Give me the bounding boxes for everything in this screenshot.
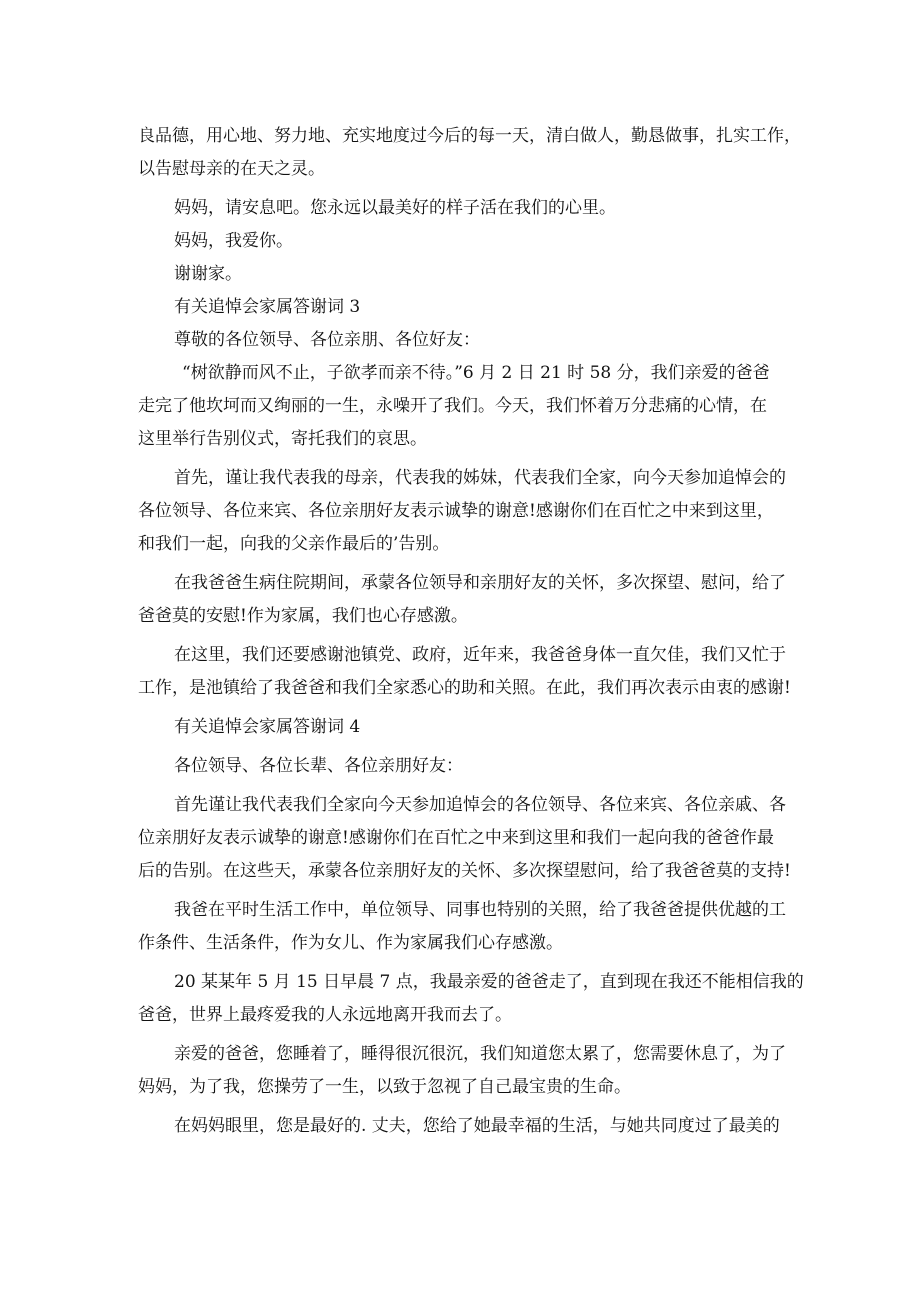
- text-line: 后的告别。在这些天，承蒙各位亲朋好友的关怀、多次探望慰问，给了我爸爸莫的支持!: [138, 861, 791, 881]
- text-line: 有关追悼会家属答谢词 3: [174, 297, 361, 317]
- text-line: 爸爸莫的安慰!作为家属，我们也心存感激。: [138, 606, 468, 626]
- salutation: [138, 324, 786, 357]
- text-line: 在我爸爸生病住院期间，承蒙各位领导和亲朋好友的关怀，多次探望、慰问，给了: [174, 573, 786, 593]
- text-line: 妈妈，为了我，您操劳了一生，以致于忽视了自己最宝贵的生命。: [138, 1077, 631, 1097]
- paragraph: [138, 966, 804, 1032]
- paragraph: [138, 789, 791, 888]
- section-heading: [138, 291, 786, 324]
- paragraph: [138, 894, 786, 960]
- paragraph: [138, 192, 786, 225]
- paragraph: [138, 225, 786, 258]
- text-line: 良品德，用心地、努力地、充实地度过今后的每一天，清白做人，勤恳做事，扎实工作，: [138, 126, 801, 146]
- salutation: [138, 750, 786, 783]
- text-line: 妈妈，我爱你。: [174, 231, 293, 251]
- text-line: 我爸在平时生活工作中，单位领导、同事也特别的关照，给了我爸爸提供优越的工: [174, 900, 786, 920]
- document-page: [138, 120, 804, 1143]
- text-line: 和我们一起，向我的父亲作最后的’告别。: [138, 534, 450, 554]
- text-line: 20 某某年 5 月 15 日早晨 7 点，我最亲爱的爸爸走了，直到现在我还不能相信我的: [174, 972, 804, 992]
- text-line: 各位领导、各位来宾、各位亲朋好友表示诚挚的谢意!感谢你们在百忙之中来到这里，: [138, 501, 774, 521]
- paragraph: [138, 357, 786, 456]
- text-line: 首先谨让我代表我们全家向今天参加追悼会的各位领导、各位来宾、各位亲戚、各: [174, 795, 786, 815]
- text-line: 这里举行告别仪式，寄托我们的哀思。: [138, 429, 427, 449]
- paragraph: [138, 462, 786, 561]
- text-line: 在这里，我们还要感谢池镇党、政府，近年来，我爸爸身体一直欠佳，我们又忙于: [174, 645, 786, 665]
- text-line: 在妈妈眼里，您是最好的. 丈夫，您给了她最幸福的生活，与她共同度过了最美的: [174, 1116, 780, 1136]
- text-line: “树欲静而风不止，子欲孝而亲不待。”6 月 2 日 21 时 58 分，我们亲爱的爸爸: [182, 363, 770, 383]
- paragraph: [138, 120, 801, 186]
- text-line: 以告慰母亲的在天之灵。: [138, 159, 325, 179]
- text-line: 亲爱的爸爸，您睡着了，睡得很沉很沉，我们知道您太累了，您需要休息了，为了: [174, 1044, 786, 1064]
- text-line: 工作，是池镇给了我爸爸和我们全家悉心的助和关照。在此，我们再次表示由衷的感谢!: [138, 678, 791, 698]
- text-line: 位亲朋好友表示诚挚的谢意!感谢你们在百忙之中来到这里和我们一起向我的爸爸作最: [138, 828, 774, 848]
- text-line: 谢谢家。: [174, 264, 242, 284]
- text-line: 走完了他坎坷而又绚丽的一生，永噪开了我们。今天，我们怀着万分悲痛的心情，在: [138, 396, 767, 416]
- text-line: 有关追悼会家属答谢词 4: [174, 717, 361, 737]
- text-line: 作条件、生活条件，作为女儿、作为家属我们心存感激。: [138, 933, 563, 953]
- paragraph: [138, 258, 786, 291]
- section-heading: [138, 711, 786, 744]
- text-line: 尊敬的各位领导、各位亲朋、各位好友：: [174, 330, 480, 350]
- text-line: 各位领导、各位长辈、各位亲朋好友：: [174, 756, 463, 776]
- paragraph: [138, 639, 791, 705]
- paragraph: [138, 1038, 786, 1104]
- text-line: 妈妈，请安息吧。您永远以最美好的样子活在我们的心里。: [174, 198, 616, 218]
- text-line: 爸爸，世界上最疼爱我的人永远地离开我而去了。: [138, 1005, 512, 1025]
- paragraph: [138, 1110, 786, 1143]
- paragraph: [138, 567, 786, 633]
- text-line: 首先，谨让我代表我的母亲，代表我的姊妹，代表我们全家，向今天参加追悼会的: [174, 468, 786, 488]
